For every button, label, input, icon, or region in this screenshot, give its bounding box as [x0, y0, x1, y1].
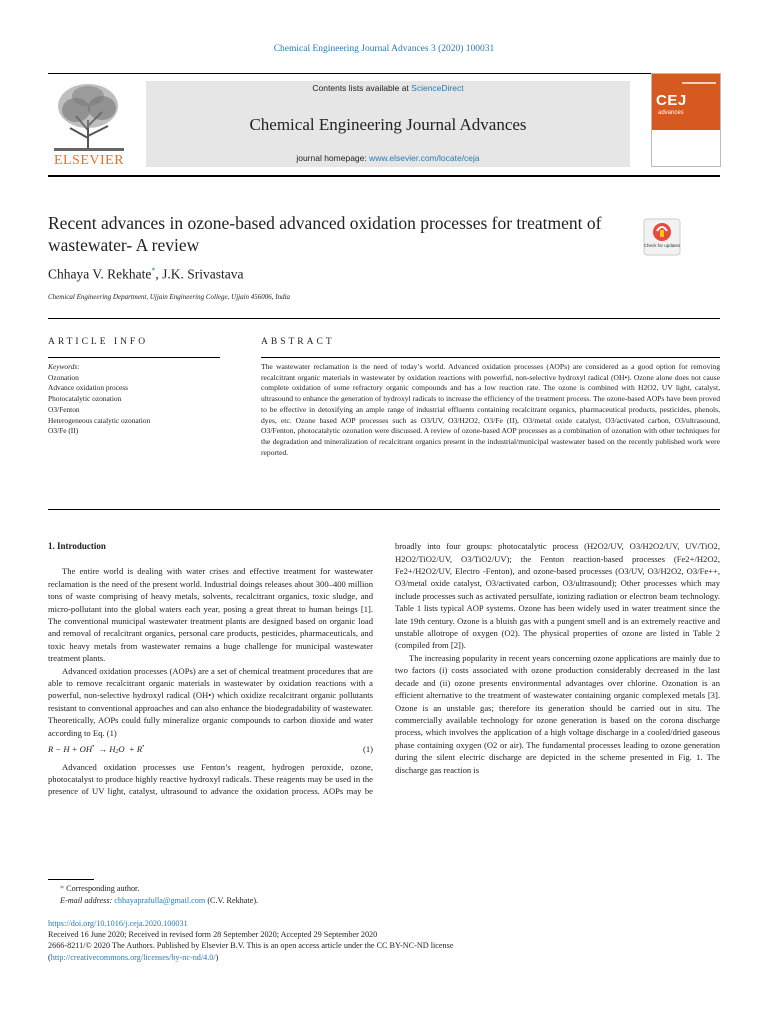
footnote: [60, 883, 258, 907]
equation-number: (1): [362, 744, 373, 755]
cover-stripe: [682, 82, 716, 84]
check-updates-label: Check for updates: [643, 243, 681, 248]
keyword: Ozonation: [48, 372, 79, 382]
footnote-rule: [48, 879, 94, 880]
author-rekhate[interactable]: Chhaya V. Rekhate: [48, 266, 152, 282]
keyword: Advance oxidation process: [48, 383, 129, 393]
contents-availability: Contents lists available at ScienceDirect: [312, 83, 464, 93]
intro-paragraph-4: The increasing popularity in recent years concerning ozone applications are mainly due to two factors (i) costs associated with ozone production considerably decreased in the last decade and (ii) ozone presents environmental advantages over chlorine. Ozonation is an efficient alternative to the treatment of wastewater containing organic complexed metals [3]. Ozone is an unstable gas; therefore its generation should be carried out in situ. The commercially available technology for ozone generation is based on the corona discharge process, which involves the application of a high voltage discharge in a cooled/dried gaseous phase containing oxygen (O2 or air). The fundamental processes leading to ozone generation during the silent electric discharge are depicted in the scheme presented in Fig. 1. The discharge gas reaction is: [395, 652, 720, 775]
keywords-block: [48, 362, 150, 437]
abstract-bottom-rule: [48, 509, 720, 510]
journal-name: Chemical Engineering Journal Advances: [249, 115, 527, 134]
email-owner: (C.V. Rekhate).: [207, 896, 259, 905]
keyword: O3/Fe (II): [48, 426, 79, 436]
license-link[interactable]: http://creativecommons.org/licenses/by-nc-nd/4.0/: [50, 952, 216, 962]
article-info-rule: [48, 357, 220, 358]
abstract-text: The wastewater reclamation is the need of today’s world. Advanced oxidation processes (AOPs) are considered as a good option for removing recalcitrant organic materials in wastewater by oxidation reactions with powerful, non-selective hydroxyl radical (OH•). Ozone alone does not cause complete oxidation of some refractory organic compounds and has a low reaction rate. The ozone is combined with H2O2, UV light, catalyst, ultrasound to enhance the generation of hydroxyl radicals to increase the efficiency of the treatment process. The ozone-based AOPs have been proved to be effective in detoxifying an ample range of industrial effluents containing recalcitrant organics, pharmaceutical products, pesticides, phenols, dyes, etc. Ozone based AOP processes such as O3/UV, O3/H2O2, O3/Fe (II), O3/metal oxide catalyst, O3/activated carbon, O3/ultrasound, O3/Fenton, photocatalytic ozonation were discussed. A review of ozone-based AOP processes as a combination of ozonation with other techniques for the degradation and mineralization of recalcitrant organics present in the industrial/municipal wastewater based on the recently published work were reported.: [261, 362, 720, 457]
equation-1: $R - H + OH^• \to H_2O + R^•$ (1): [48, 744, 373, 756]
abstract-heading: ABSTRACT: [261, 337, 335, 347]
keyword: Photocatalytic ozonation: [48, 394, 122, 404]
keyword: O3/Fenton: [48, 404, 80, 414]
corresponding-author-note: Corresponding author.: [66, 884, 140, 893]
author-list: [48, 266, 243, 283]
intro-paragraph-3: Advanced oxidation processes use Fenton’s reagent, hydrogen peroxide, ozone, photocatalyst to produce highly reactive hydroxyl radicals. These reagents may be used in the presence of UV light, catalyst, ultrasound to advance the oxidation process. AOPs may be: [48, 761, 373, 797]
article-footer: [48, 918, 453, 963]
corresponding-mark[interactable]: *: [151, 266, 156, 275]
author-srivastava[interactable]: , J.K. Srivastava: [155, 266, 244, 282]
affiliation: Chemical Engineering Department, Ujjain Engineering College, Ujjain 456006, India: [48, 293, 291, 301]
received-dates: Received 16 June 2020; Received in revised form 28 September 2020; Accepted 29 September 2020: [48, 930, 378, 940]
info-rule: [48, 318, 720, 319]
journal-masthead: [146, 81, 630, 167]
license-url-line: (http://creativecommons.org/licenses/by-nc-nd/4.0/): [48, 952, 219, 962]
abstract-rule: [261, 357, 720, 358]
doi-link[interactable]: https://doi.org/10.1016/j.ceja.2020.100031: [48, 919, 188, 928]
license-statement: 2666-8211/© 2020 The Authors. Published by Elsevier B.V. This is an open access article under the CC BY-NC-ND license: [48, 941, 454, 951]
masthead-rule: [48, 175, 720, 177]
article-info-heading: ARTICLE INFO: [48, 337, 149, 347]
journal-citation[interactable]: Chemical Engineering Journal Advances 3 (2020) 100031: [273, 44, 495, 54]
keywords-label: Keywords:: [48, 362, 80, 371]
right-column: [395, 540, 720, 870]
check-for-updates-icon[interactable]: [643, 218, 681, 256]
section-heading: 1. Introduction: [48, 541, 106, 551]
email-label: E-mail address:: [60, 896, 113, 905]
cover-logo: CEJ: [656, 92, 687, 109]
journal-homepage: journal homepage: www.elsevier.com/locate/ceja: [296, 153, 480, 163]
sciencedirect-link[interactable]: ScienceDirect: [411, 83, 464, 93]
journal-cover-thumbnail[interactable]: [651, 73, 721, 167]
intro-paragraph-3-cont: broadly into four groups: photocatalytic process (H2O2/UV, O3/H2O2/UV, UV/TiO2, H2O2/TiO2/UV, O3/TiO2/UV); the Fenton reaction-based processes (Fe2+/H2O2, Fe2+/H2O2/UV, Electro -Fenton), and ozone-based processes (O3/UV, O3/H2O2, O3/Fe++, O3/metal oxide catalyst, O3/activated carbon, O3/ultrasound); Other processes which may include processes such as activated persulfate, ionizing radiation or electron beam technology. Table 1 lists typical AOP systems. Ozone has been widely used in water treatment since the late 19th century. Ozone is a bluish gas with a pungent smell and is an extremely reactive and unstable allotrope of oxygen (O2). The physical properties of ozone are listed in Table 2 (compiled from [2]).: [395, 541, 720, 651]
footnote-mark: *: [60, 884, 65, 893]
cover-subtitle: advances: [658, 110, 684, 116]
article-title: Recent advances in ozone-based advanced oxidation processes for treatment of wastewater- A review: [48, 213, 602, 255]
left-column: [48, 540, 373, 798]
header-rule: [48, 73, 720, 74]
email-link[interactable]: chhayaprafulla@gmail.com: [114, 896, 206, 905]
elsevier-wordmark: ELSEVIER: [53, 153, 125, 168]
intro-paragraph-2: Advanced oxidation processes (AOPs) are a set of chemical treatment procedures that are able to remove recalcitrant organic materials in wastewater by oxidation reactions with a powerful, non-selective hydroxyl radical (OH•) which oxidize recalcitrant organic pollutants resistant to conventional approaches and can also enhance the biodegradability of wastewater. Theoretically, AOPs could fully mineralize organic compounds to carbon dioxide and water according to Eq. (1): [48, 665, 373, 738]
intro-paragraph-1: The entire world is dealing with water crises and effective treatment for wastewater reclamation is the need of the present world. Industrial doings releases about 300–400 million tons of waste comprising of heavy metals, solvents, recalcitrant organics, toxic sludge, and micro-pollutant into the global waters each year, posing a great threat to human beings [1]. The conventional municipal wastewater treatment plants are designed based on organic load and removal of recalcitrant organics, personal care products, pesticides, pharmaceuticals, and toxic heavy metals from wastewater remains a huge challenge for municipal wastewater treatment plants.: [48, 566, 373, 664]
keyword: Heterogeneous catalytic ozonation: [48, 415, 151, 425]
homepage-link[interactable]: www.elsevier.com/locate/ceja: [369, 153, 480, 163]
